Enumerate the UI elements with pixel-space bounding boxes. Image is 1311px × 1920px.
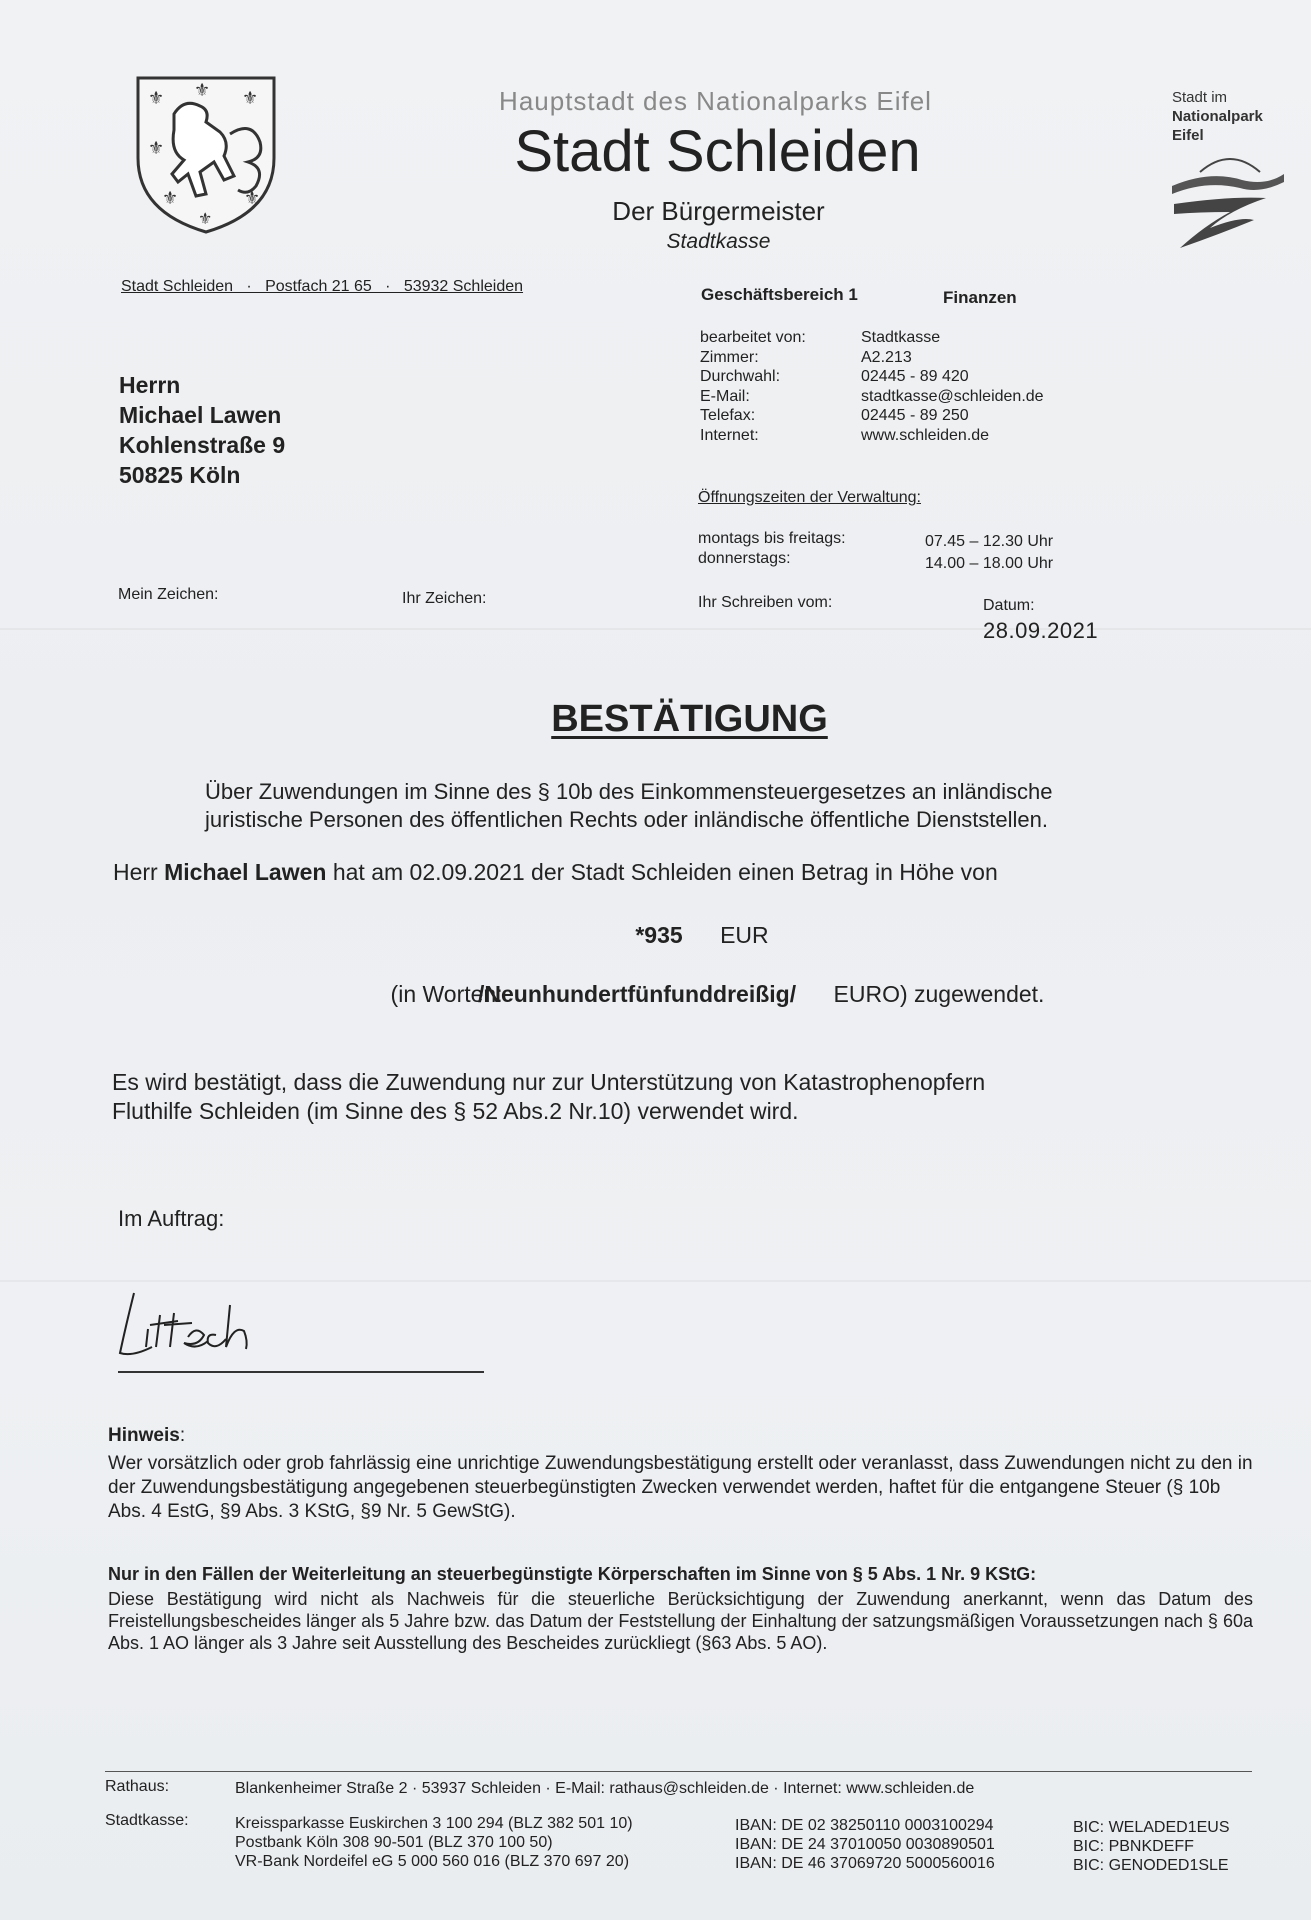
recipient-street: Kohlenstraße 9: [119, 432, 286, 458]
note-text: Wer vorsätzlich oder grob fahrlässig eine unrichtige Zuwendungsbestätigung erstellt oder veranlasst, dass Zuwendungen nicht zu den in der Zuwendungsbestätigung angegebenen steuerbegünstigten Zwecken verwendet werden, haftet für die entgangene Steuer (§ 10b Abs. 4 EstG, §9 Abs. 3 KStG, §9 Nr. 5 GewStG).: [108, 1453, 1253, 1522]
contact-label: Durchwahl:: [700, 368, 781, 385]
donor-name: Michael Lawen: [164, 859, 327, 885]
note-title: Hinweis:: [108, 1425, 186, 1446]
header-subtitle: Hauptstadt des Nationalparks Eifel: [499, 86, 932, 116]
donation-statement: Herr Michael Lawen hat am 02.09.2021 der Stadt Schleiden einen Betrag in Höhe von: [113, 859, 998, 885]
footer-rathaus: Blankenheimer Straße 2 · 53937 Schleiden · E-Mail: rathaus@schleiden.de · Internet: www.schleiden.de: [235, 1780, 975, 1797]
header-office: Stadtkasse: [666, 230, 771, 253]
opening-hours-values: 07.45 – 12.30 Uhr 14.00 – 18.00 Uhr: [925, 533, 1054, 572]
document-heading: BESTÄTIGUNG: [551, 698, 828, 740]
letter-date: 28.09.2021: [983, 618, 1099, 643]
my-reference-label: Mein Zeichen:: [118, 586, 219, 603]
contact-values: [861, 328, 1044, 445]
footer-banks: Kreissparkasse Euskirchen 3 100 294 (BLZ 382 501 10) Postbank Köln 308 90-501 (BLZ 370 100 50) VR-Bank Nordeifel eG 5 000 560 016 (BLZ 370 697 20): [235, 1815, 633, 1870]
opening-hours-title: Öffnungszeiten der Verwaltung:: [698, 489, 921, 506]
contact-handler: Stadtkasse: [861, 329, 941, 346]
header-title: Stadt Schleiden: [514, 119, 921, 184]
handwritten-signature: [112, 1285, 282, 1365]
forwarding-note-text: Diese Bestätigung wird nicht als Nachweis für die steuerliche Berücksichtigung der Zuwendung anerkannt, wenn das Datum des Freistellungsbescheides länger als 5 Jahre bzw. das Datum der Feststellung der Einhaltung der satzungsmäßigen Voraussetzungen nach § 60a Abs. 1 AO länger als 3 Jahre seit Ausstellung des Bescheides zurückliegt (§63 Abs. 5 AO).: [108, 1589, 1253, 1653]
recipient-address: [119, 370, 285, 490]
svg-text:⚜: ⚜: [148, 88, 165, 108]
recipient-salutation: Herrn: [119, 372, 181, 398]
amount-in-words: (in Worten: /Neunhundertfünfunddreißig/ EURO) zugewendet.: [390, 981, 1045, 1007]
on-behalf-label: Im Auftrag:: [118, 1206, 225, 1231]
contact-label: Internet:: [700, 426, 759, 444]
svg-text:⚜: ⚜: [244, 188, 261, 208]
opening-hours-labels: montags bis freitags: donnerstags:: [698, 530, 846, 567]
footer-stadtkasse-label: Stadtkasse:: [105, 1812, 189, 1829]
department-area: Finanzen: [943, 288, 1017, 307]
contact-room: A2.213: [861, 348, 912, 366]
paper-fold: [0, 1280, 1311, 1282]
footer-ibans: IBAN: DE 02 38250110 0003100294 IBAN: DE 24 37010050 0030890501 IBAN: DE 46 37069720 5000560016: [735, 1817, 995, 1872]
forwarding-note-title: Nur in den Fällen der Weiterleitung an steuerbegünstigte Körperschaften im Sinne von § 5 Abs. 1 Nr. 9 KStG:: [108, 1564, 1037, 1584]
footer-divider: [105, 1771, 1252, 1772]
your-letter-label: Ihr Schreiben vom:: [698, 594, 833, 611]
footer-rathaus-label: Rathaus:: [105, 1778, 170, 1795]
contact-label: E-Mail:: [700, 387, 750, 405]
your-reference-label: Ihr Zeichen:: [402, 590, 487, 607]
intro-paragraph: Über Zuwendungen im Sinne des § 10b des Einkommensteuergesetzes an inländische juristische Personen des öffentlichen Rechts oder inländische öffentliche Dienststellen.: [205, 779, 1053, 832]
signature-line: [118, 1371, 484, 1373]
contact-labels: [700, 328, 806, 445]
purpose-paragraph: Es wird bestätigt, dass die Zuwendung nur zur Unterstützung von Katastrophenopfern Fluthilfe Schleiden (im Sinne des § 52 Abs.2 Nr.10) verwendet wird.: [112, 1069, 986, 1124]
svg-text:⚜: ⚜: [148, 138, 165, 158]
paper-fold: [0, 628, 1311, 630]
recipient-name: Michael Lawen: [119, 402, 282, 428]
date-label: Datum:: [983, 597, 1035, 614]
svg-text:⚜: ⚜: [198, 211, 213, 228]
contact-phone: 02445 - 89 420: [861, 368, 969, 385]
contact-fax: 02445 - 89 250: [861, 407, 969, 424]
svg-text:⚜: ⚜: [194, 80, 211, 100]
svg-text:⚜: ⚜: [162, 188, 179, 208]
contact-label: bearbeitet von:: [700, 329, 806, 346]
donation-amount: *935 EUR: [635, 922, 769, 948]
department-name: Geschäftsbereich 1: [701, 285, 858, 304]
recipient-city: 50825 Köln: [119, 462, 241, 488]
contact-label: Telefax:: [700, 407, 756, 424]
contact-website: www.schleiden.de: [861, 426, 990, 444]
header-mayor: Der Bürgermeister: [612, 196, 825, 226]
contact-email: stadtkasse@schleiden.de: [861, 387, 1044, 405]
nationalpark-label: Stadt im Nationalpark Eifel: [1172, 89, 1263, 144]
nationalpark-logo-icon: [1170, 150, 1286, 250]
footer-bics: BIC: WELADED1EUS BIC: PBNKDEFF BIC: GENODED1SLE: [1073, 1819, 1230, 1874]
sender-return-address: Stadt Schleiden · Postfach 21 65 · 53932 Schleiden: [121, 278, 524, 295]
svg-text:⚜: ⚜: [242, 88, 259, 108]
contact-label: Zimmer:: [700, 348, 759, 366]
